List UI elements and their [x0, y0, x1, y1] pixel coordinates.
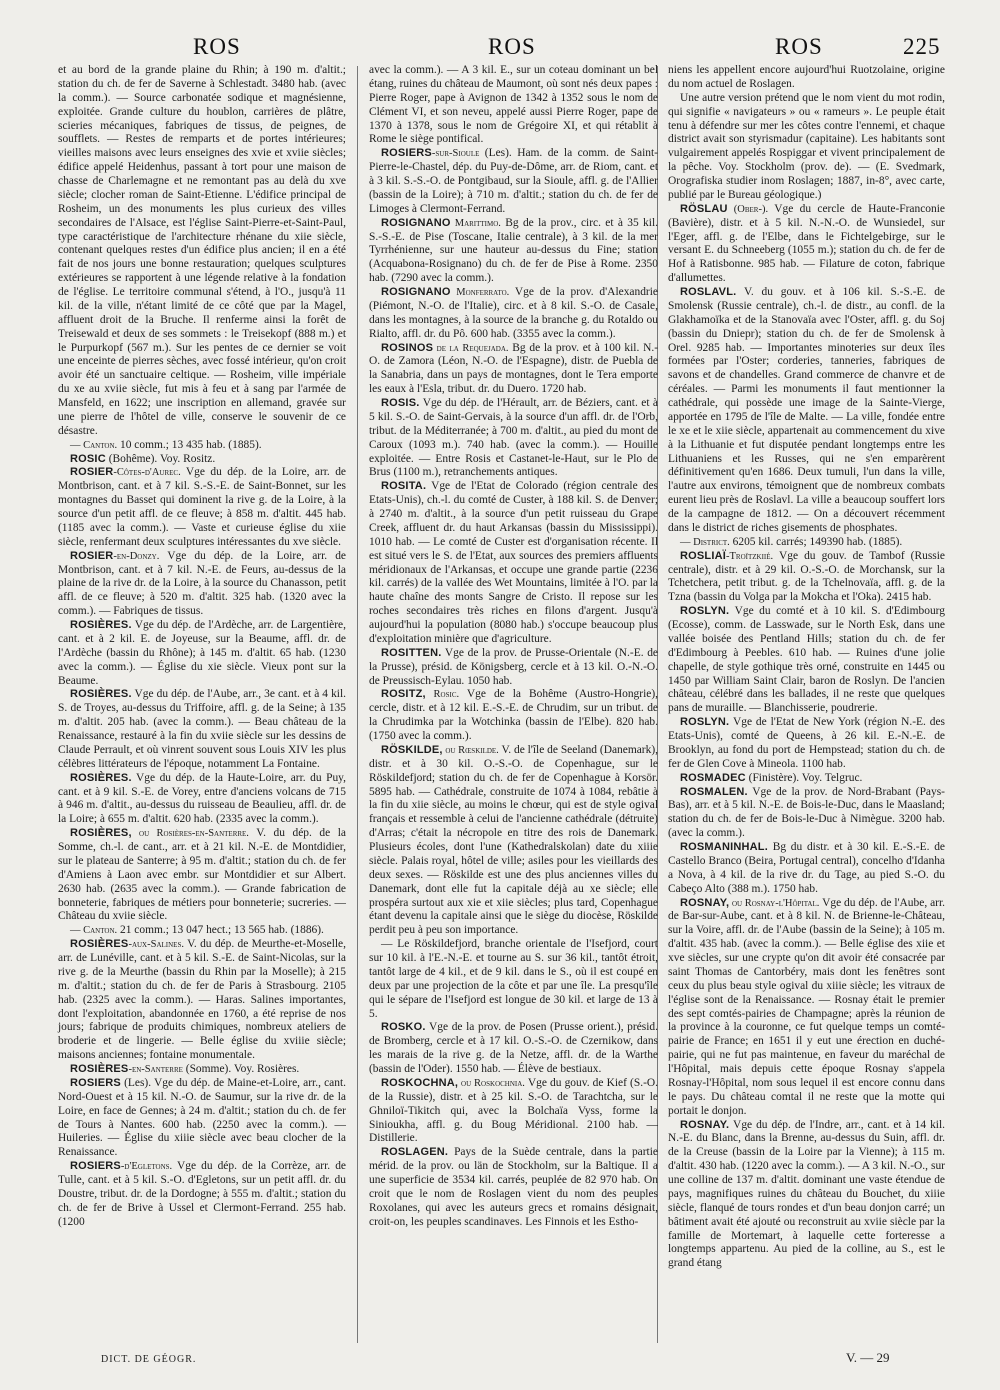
dictionary-entry	[58, 619, 346, 688]
entry-qualifier: — Canton.	[70, 925, 118, 937]
dictionary-entry	[369, 1146, 658, 1229]
entry-qualifier: Monferrato.	[450, 287, 510, 298]
entry-text: Vge du dép. de l'Aube, arr., 3e cant. et à 4 kil. S. de Troyes, au-dessus du Triffoire, affl. g. de la Seine; à 135 m. d'altit. 205 hab. (avec la comm.). — Beau château de la Renaissance, restauré à la fin du xviie siècle sur les dessins de Claude Perrault, et où vinrent souvent sous Louis XIV les plus célèbres littérateurs de l'époque, notamment La Fontaine.	[58, 688, 346, 770]
entry-headword: ROSITTEN.	[381, 646, 442, 659]
page-number: 225	[903, 34, 941, 59]
dictionary-entry	[58, 772, 346, 828]
footer-signature: DICT. DE GÉOGR.	[101, 1354, 197, 1365]
entry-headword: ROSITA.	[381, 480, 427, 493]
text-column-2	[369, 64, 658, 1230]
dictionary-entry	[58, 550, 346, 619]
entry-qualifier: de la Requejada.	[433, 342, 509, 354]
entry-text: Vge du dép. de la Haute-Loire, arr. du Puy, cant. et à 9 kil. S.-E. de Vorey, entre d'anciens volcans de 715 à 946 m. d'altit., au-dessus du ruisseau de Beaulieu, affl. dr. de la Loire; à 655 m. d'altit. 620 hab. (2335 avec la comm.).	[58, 771, 346, 826]
entry-headword: ROSNAY,	[680, 896, 730, 909]
entry-headword: ROSMANINHAL.	[680, 841, 768, 853]
entry-qualifier: — Canton.	[70, 439, 118, 451]
entry-text: V. du dép. de Meurthe-et-Moselle, arr. de Lunéville, cant. et à 5 kil. S.-E. de Saint-Nicolas, sur la rive g. de la Meurthe (bassin du Rhin par la Moselle); à 215 m. d'altit.; station du ch. de fer de Paris à Strasbourg. 2105 hab. (2325 avec la comm.). — Haras. Salines importantes, dont l'exploitation, abandonnée en 1760, a été reprise de nos jours; fabrique de produits chimiques, nombreux ateliers de broderie et de lingerie. — Belle église du xviiie siècle; maisons anciennes; fontaine monumentale.	[58, 938, 346, 1062]
dictionary-entry	[369, 397, 658, 480]
dictionary-entry	[369, 1021, 658, 1077]
footer-folio: V. — 29	[846, 1350, 890, 1365]
entry-headword: ROSIGNANO	[381, 286, 451, 298]
entry-text: Vge du cercle de Haute-Franconie (Bavière), distr. et à 5 kil. N.-N.-O. de Wunsiedel, sur l'Eger, affl. g. de l'Elbe, dans le Fichtelgebirge, sur le versant E. du Schneeberg (1055 m.); station du ch. de fer de Hof à Ratisbonne. 985 hab. — Filature de coton, fabrique d'allumettes.	[668, 202, 945, 285]
entry-headword: RÖSLAU	[680, 202, 728, 215]
entry-qualifier: -Troïtzkiié.	[726, 550, 774, 562]
entry-text: et au bord de la grande plaine du Rhin; à 190 m. d'altit.; station du ch. de fer de Saverne à Schlestadt. 3480 hab. (avec la comm.). — Source carbonatée sodique et magnésienne, exploitée. Grande culture du houblon, carrières de plâtre, scieries mécaniques, fabriques de tissus, de peignes, de soufflets. — Restes de remparts et de portes intérieures; vieilles maisons avec leurs enseignes des xvie et xviie siècles; édifice appelé Heidenhus, passant à tort pour une maison de chasse de Charlemagne et ne remontant pas au delà du xve siècle; clocher roman de Saint-Etienne. L'édifice principal de Rosheim, un des monuments les plus curieux des villes secondaires de l'Alsace, est l'église Saint-Pierre-et-Saint-Paul, type caractéristique de l'architecture rhénane du xiie siècle, contenant quelques restes d'un édifice plus ancien; il en a été fait de nos jours une bonne restauration; quelques sculptures extérieures se rapportent à une légende relative à la fondation de l'église. Le territoire communal s'étend, à l'O., jusqu'à 11 kil. de la ville, n'étant limité de ce côté que par la Magel, affluent droit de la Bruche. Il renferme ainsi la forêt de Treisewald et deux de ses sommets : le Treisekopf (888 m.) et le Purpurkopf (567 m.). Sur les pentes de ce dernier se voit une enceinte de pierres sèches, avec fossé intérieur, qu'on croit avoir été un sanctuaire celtique. — Rosheim, ville impériale du xe au xviie siècle, fut mis à feu et à sang par l'armée de Mansfeld, en 1622; une inscription en allemand, gravée sur une pierre de l'hôtel de ville, conserve le souvenir de ce désastre.	[58, 64, 346, 437]
dictionary-entry	[369, 480, 658, 647]
dictionary-entry	[668, 286, 945, 536]
entry-headword: ROSIER	[70, 466, 114, 479]
entry-headword: ROSLYN.	[680, 716, 730, 729]
entry-text: avec la comm.). — A 3 kil. E., sur un coteau dominant un bel étang, ruines du château de Maumont, où sont nés deux papes : Pierre Roger, pape à Avignon de 1342 à 1352 sous le nom de Clément VI, et son neveu, appelé aussi Pierre Roger, pape de 1370 à 1378, sous le nom de Grégoire XI, et qui rétablit à Rome le siège pontifical.	[369, 64, 658, 146]
entry-headword: ROSKOCHNA,	[381, 1076, 459, 1089]
entry-text: — Le Röskildefjord, branche orientale de l'Isefjord, court sur 10 kil. à l'E.-N.-E. et tourne au S. sur 36 kil., tantôt étroit, tantôt large de 4 kil., et de 9 kil. dans le S., où il est coupé en deux par une projection de la côte et par une île. La presqu'île qui le sépare de l'Isefjord est longue de 30 kil. et large de 13 à 5.	[369, 938, 658, 1020]
dictionary-entry	[668, 1119, 945, 1272]
entry-qualifier: ou Roskochnia.	[458, 1077, 525, 1089]
entry-qualifier: ou Rœskilde.	[442, 744, 499, 756]
entry-text: (Bohême). Voy. Rositz.	[105, 452, 216, 465]
entry-qualifier: Rosic.	[425, 689, 460, 701]
dictionary-entry	[58, 1160, 346, 1229]
dictionary-entry	[668, 786, 945, 842]
dictionary-entry	[668, 536, 945, 550]
running-head-left: ROS	[193, 34, 241, 59]
running-head-center: ROS	[488, 34, 536, 59]
dictionary-entry	[58, 439, 346, 453]
entry-headword: RÖSKILDE,	[381, 743, 443, 756]
entry-text: Vge de la Bohême (Austro-Hongrie), cercle, distr. et à 12 kil. E.-S.-E. de Chrudim, sur un tribut. de la Chrudimka par la Wotchinka (bassin de l'Elbe). 820 hab. (1750 avec la comm.).	[369, 688, 659, 742]
dictionary-entry	[369, 647, 658, 689]
entry-qualifier: -aux-Salines.	[128, 939, 184, 951]
entry-text: 10 comm.; 13 435 hab. (1885).	[117, 438, 262, 451]
dictionary-entry	[369, 342, 658, 398]
entry-text: Vge de la prov. d'Alexandrie (Piémont, N.-O. de l'Italie), circ. et à 8 kil. S.-O. de Casale, dans les montagnes, à la source de la branche g. du Rotaldo ou Rialto, affl. dr. du Pô. 600 hab. (3355 avec la comm.).	[369, 286, 658, 340]
entry-headword: ROSIERS	[70, 1160, 121, 1173]
entry-text: Pays de la Suède centrale, dans la partie mérid. de la prov. ou län de Stockholm, sur la Baltique. Il a une superficie de 3534 kil. carrés, peuplée de 82 970 hab. On croit que le nom de Roslagen vient du nom des peuples Roxolanes, qui avec les auteurs grecs et romains désignait, croit-on, les peuples scandinaves. Les Finnois et les Estho-	[369, 1146, 658, 1228]
dictionary-entry	[58, 688, 346, 771]
entry-headword: ROSIGNANO	[381, 216, 451, 229]
entry-text: Vge de l'Etat de Colorado (région centrale des Etats-Unis), ch.-l. du comté de Custer, à 188 kil. S. de Denver; à 2740 m. d'altit., à la source d'un petit ruisseau du Grape Creek, affluent dr. du haut Arkansas (bassin du Mississippi). 1010 hab. — Le comté de Custer est d'organisation récente. Il est situé vers le S. de l'Etat, aux sources des premiers affluents méridionaux de l'Arkansas, et occupe une grande partie (2236 kil. carrés) de la vallée des Wet Mountains, limitée à l'O. par la haute chaîne des monts Sangre de Cristo. Il repose sur les roches secondaires très riches en filons d'argent. Jusqu'à aujourd'hui la population (8080 hab.) s'occupe beaucoup plus d'exploitation minière que d'agriculture.	[369, 480, 658, 645]
text-column-3	[668, 64, 945, 1271]
entry-text: Vge du dép. de la Corrèze, arr. de Tulle, cant. et à 5 kil. S.-O. d'Egletons, sur un petit affl. dr. du Doustre, tribut. dr. de la Dordogne; à 555 m. d'altit.; station du ch. de fer de Brive à Ussel et Clermont-Ferrand. 255 hab. (1200	[58, 1160, 346, 1228]
entry-headword: ROSIÈRES.	[70, 619, 132, 631]
entry-qualifier: Marittimo.	[450, 217, 501, 229]
entry-headword: ROSKO.	[381, 1021, 426, 1034]
dictionary-entry	[668, 841, 945, 897]
entry-headword: ROSIÈRES,	[70, 827, 132, 840]
entry-text: Bg de la prov., circ. et à 35 kil. S.-S.-E. de Pise (Toscane, Italie centrale), à 3 kil. de la mer Tyrrhénienne, sur une hauteur au-dessus du Fine; station (Acquabona-Rosignano) du ch. de fer de Pise à Rome. 2350 hab. (7290 avec la comm.).	[369, 216, 658, 285]
entry-text: Vge de la prov. de Nord-Brabant (Pays-Bas), arr. et à 5 kil. N.-E. de Bois-le-Duc, dans le Maasland; station du ch. de fer de Bois-le-Duc à Nimègue. 3200 hab. (avec la comm.).	[668, 785, 945, 840]
entry-qualifier: ou Rosières-en-Santerre.	[131, 828, 249, 840]
entry-text: Vge du dép. de l'Hérault, arr. de Béziers, cant. et à 5 kil. S.-O. de Saint-Gervais, à la source d'un affl. dr. de l'Orb, tribut. de la Méditerranée; à 700 m. d'altit., au pied du mont de Caroux (1093 m.). 740 hab. (avec la comm.). — Houille exploitée. — Entre Rosis et Castanet-le-Haut, sur le Plo de Brus (1100 m.), retranchements antiques.	[369, 397, 658, 479]
dictionary-entry	[369, 688, 658, 744]
entry-text: V. de l'île de Seeland (Danemark), distr. et à 30 kil. O.-S.-O. de Copenhague, sur le Röskildefjord; station du ch. de fer de Copenhague à Korsör. 5895 hab. — Cathédrale, construite de 1074 à 1084, rebâtie à la fin du xiie siècle, au moins le chœur, qui est de style ogival français et ressemble à celui de l'ancienne cathédrale (détruite) d'Arras; c'était la nécropole en titre des rois de Danemark. Plusieurs écoles, dont l'une (Kathedralskolan) date du xiiie siècle. Palais royal, hôtel de ville; asiles pour les vieillards des deux sexes. — Röskilde est une des plus anciennes villes du Danemark, dont elle fut la capitale déjà au xe siècle; elle prospéra surtout aux xie et xiie siècles; plus tard, Copenhague étant devenu la capitale ainsi que le siège du diocèse, Röskilde perdit peu à peu son importance.	[369, 743, 658, 937]
entry-text: Vge du gouv. de Kief (S.-O. de la Russie), distr. et à 25 kil. S.-O. de Tarachtcha, sur le Ghniloï-Tikitch qui, avec la Bolchaïa Vyss, forme la Sinioukha, affl. g. du Boug Méridional. 2100 hab. — Distillerie.	[369, 1076, 659, 1145]
entry-headword: ROSIÈRES.	[70, 771, 132, 784]
dictionary-entry	[369, 744, 658, 938]
entry-text: (Les). Ham. de la comm. de Saint-Pierre-le-Chastel, dép. du Puy-de-Dôme, arr. de Riom, cant. et à 3 kil. S.-S.-O. de Pontgibaud, sur la Sioule, affl. g. de l'Allier (bassin de la Loire); à 710 m. d'altit.; station du ch. de fer de Limoges à Clermont-Ferrand.	[369, 147, 658, 215]
text-column-1	[58, 64, 346, 1230]
dictionary-entry	[58, 827, 346, 924]
entry-qualifier: -en-Santerre	[128, 1064, 183, 1075]
entry-text: V. du gouv. et à 106 kil. S.-S.-E. de Smolensk (Russie centrale), ch.-l. de distr., au confl. de la Glakhamoïka et de la Stanovaïa avec l'Oster, affl. g. du Soj (bassin du Dniepr); station du ch. de fer de Smolensk à Orel. 9285 hab. — Importantes minoteries sur deux îles formées par l'Oster; corderies, tanneries, fabriques de savons et de chandelles. Grand commerce de chanvre et de céréales. — Parmi les monuments il faut mentionner la cathédrale, qui possède une image de la Sainte-Vierge, apportée en 1795 de l'île de Malte. — La ville, fondée entre le xe et le xiie siècle, appartenait au commencement du xive à la Lithuanie et fut disputée pendant longtemps entre les Lithuaniens et les Russes, qui ne s'en emparèrent définitivement qu'en 1686. Deux tumuli, l'un dans la ville, l'autre aux environs, témoignent que de nombreux combats eurent lieu près de Roslavl. La ville a beaucoup souffert lors de la campagne de 1812. — On a découvert récemment dans le district de riches gisements de phosphates.	[668, 286, 945, 534]
entry-headword: ROSIER	[70, 549, 114, 562]
dictionary-entry	[369, 217, 658, 286]
entry-text: niens les appellent encore aujourd'hui Ruotzolaine, origine du nom actuel de Roslagen.	[668, 64, 945, 90]
dictionary-entry	[668, 897, 945, 1119]
dictionary-entry	[58, 1063, 346, 1077]
entry-qualifier: -en-Donzy.	[113, 550, 160, 562]
entry-text: 6205 kil. carrés; 149390 hab. (1885).	[729, 535, 903, 548]
entry-text: Vge du dép. de l'Ardèche, arr. de Largentière, cant. et à 2 kil. E. de Joyeuse, sur la Beaume, affl. dr. de l'Ardèche (bassin du Rhône); à 145 m. d'altit. 65 hab. (1230 avec la comm.). — Église du xie siècle. Vieux pont sur la Beaume.	[58, 619, 346, 687]
entry-text: (Finistère). Voy. Telgruc.	[745, 771, 863, 784]
entry-text: (Somme). Voy. Rosières.	[182, 1063, 300, 1075]
entry-text: Vge du dép. de la Loire, arr. de Montbrison, cant. et à 7 kil. S.-S.-E. de Saint-Bonnet, sur les montagnes du Basset qui dominent la rive g. de la Loire, à la source d'un petit affl. de ce fleuve; à 858 m. d'altit. 445 hab. (1185 avec la comm.). — Vaste et curieuse église du xiie siècle, renfermant deux sculptures intéressantes du xve siècle.	[58, 466, 346, 548]
running-head-right: ROS	[775, 34, 823, 59]
entry-text: Vge du dép. de la Loire, arr. de Montbrison, cant. et à 7 kil. N.-E. de Feurs, au-dessus de la plaine de la rive dr. de la Loire, à la source du Chanasson, petit affl. de ce fleuve; à 520 m. d'altit. 325 hab. (1320 avec la comm.). — Fabriques de tissus.	[58, 549, 346, 618]
dictionary-entry	[668, 203, 945, 286]
entry-text: Vge de la prov. de Prusse-Orientale (N.-E. de la Prusse), présid. de Königsberg, cercle et à 13 kil. O.-N.-O. de Preussisch-Eylau. 1050 hab.	[369, 646, 658, 687]
entry-text: Bg du distr. et à 30 kil. E.-S.-E. de Castello Branco (Beira, Portugal central), concelho d'Idanha a Nova, à 4 kil. de la rive dr. du Tage, au pied S.-O. du Cabeço Alto (388 m.). 1750 hab.	[668, 841, 945, 895]
entry-headword: ROSIÈRES	[70, 938, 129, 951]
entry-qualifier: -Côtes-d'Aurec.	[113, 467, 181, 479]
entry-qualifier: — District.	[680, 536, 730, 548]
entry-headword: ROSNAY.	[680, 1118, 730, 1131]
dictionary-entry	[58, 1077, 346, 1160]
entry-headword: ROSIÈRES.	[70, 688, 132, 701]
entry-qualifier: -d'Egletons.	[120, 1161, 173, 1173]
paragraph	[668, 92, 945, 203]
dictionary-entry	[369, 147, 658, 216]
entry-headword: ROSIERS	[70, 1076, 121, 1089]
entry-headword: ROSIC	[70, 452, 106, 465]
entry-headword: ROSINOS	[381, 341, 434, 354]
entry-headword: ROSMADEC	[680, 771, 746, 784]
entry-headword: ROSLAVL.	[680, 286, 737, 298]
dictionary-entry	[369, 286, 658, 342]
paragraph	[58, 64, 346, 439]
entry-qualifier: ou Rosnay-l'Hôpital.	[729, 897, 820, 909]
entry-headword: ROSMALEN.	[680, 785, 748, 798]
dictionary-entry	[668, 772, 945, 786]
paragraph	[369, 938, 658, 1021]
dictionary-entry	[369, 1077, 658, 1146]
entry-text: V. du dép. de la Somme, ch.-l. de cant., arr. et à 21 kil. N.-E. de Montdidier, sur le plateau de Santerre; à 95 m. d'altit.; station du ch. de fer d'Amiens à Laon avec embr. sur Montdidier et sur Albert. 2630 hab. (2635 avec la comm.). — Grande fabrication de bonneterie, fabriques de métiers pour bonneterie; sucreries. — Château du xviie siècle.	[58, 827, 347, 923]
entry-qualifier: -sur-Sioule	[431, 148, 480, 160]
entry-headword: ROSLAGEN.	[381, 1146, 449, 1159]
entry-text: Vge de l'Etat de New York (région N.-E. des Etats-Unis), comté de Queens, à 26 kil. E.-N.-E. de Brooklyn, au fond du port de Hempstead; station du ch. de fer de Glen Cove à Mineola. 1100 hab.	[668, 716, 945, 770]
column-rule-1	[357, 66, 358, 1343]
dictionary-entry	[58, 466, 346, 549]
dictionary-entry	[58, 924, 346, 938]
dictionary-entry	[668, 605, 945, 716]
entry-text: Bg de la prov. et à 100 kil. N.-O. de Zamora (Léon, N.-O. de l'Espagne), distr. de Puebla de la Sanabria, dans un pays de montagnes, dont le Tera emporte les eaux à l'Esla, tribut. dr. du Duero. 1720 hab.	[369, 341, 659, 396]
page-header	[0, 0, 1000, 60]
entry-headword: ROSLIAÏ	[680, 549, 727, 562]
dictionary-entry	[668, 550, 945, 606]
entry-headword: ROSITZ,	[381, 688, 426, 701]
entry-text: Vge de la prov. de Posen (Prusse orient.), présid. de Bromberg, cercle et à 17 kil. O.-S.-O. de Czernikow, dans les marais de la rive g. de la Netze, affl. dr. de la Warthe (bassin de l'Oder). 1550 hab. — Élève de bestiaux.	[369, 1021, 658, 1075]
entry-headword: ROSIERS	[381, 147, 432, 160]
paragraph	[668, 64, 945, 92]
entry-text: 21 comm.; 13 047 hect.; 13 565 hab. (1886).	[117, 924, 324, 937]
entry-text: Une autre version prétend que le nom vient du mot rodin, qui signifie « navigateurs » ou « rameurs ». Le peuple était tenu à défendre sur mer les côtes contre l'ennemi, et chaque district avait son styrismadur (capitaine). Les habitants sont vulgairement appelés Rospiggar et vivent principalement de la pêche. Voy. Stockholm (prov. de). — (E. Svedmark, Orografiska studier inom Roslagen; 1887, in-8°, avec carte, publié par le Bureau géologique.)	[668, 91, 945, 201]
entry-text: Vge du dép. de l'Indre, arr., cant. et à 14 kil. N.-E. du Blanc, dans la Brenne, au-dessus du Suin, affl. dr. de la Creuse (bassin de la Loire par la Vienne); à 115 m. d'altit. 430 hab. (1220 avec la comm.). — A 3 kil. N.-O., sur une colline de 137 m. d'altit. dominant une vaste étendue de pays, magnifiques ruines du château du Bouchet, du xiiie siècle, flanqué de tours rondes et d'un beau donjon carré; un bâtiment avait été ajouté ou reconstruit au xviie siècle par la famille de Mortemart, à laquelle cette forteresse a longtemps appartenu. Au pied de la colline, au S., est le grand étang	[668, 1118, 945, 1270]
paragraph	[369, 64, 658, 147]
entry-text: Vge du comté et à 10 kil. S. d'Edimbourg (Ecosse), comm. de Lasswade, sur le North Esk, dans une vallée boisée des Pentland Hills; station du ch. de fer d'Edimbourg à Peebles. 610 hab. — Ruines d'une jolie chapelle, de style gothique très orné, construite en 1445 ou 1450 par William Saint Clair, baron de Roslyn. De l'ancien château, célébré dans les ballades, il ne reste que quelques pans de muraille. — Blanchisserie, poudrerie.	[668, 605, 945, 715]
dictionary-entry	[58, 453, 346, 467]
entry-qualifier: (Ober-).	[727, 203, 769, 215]
entry-headword: ROSIÈRES	[70, 1063, 129, 1075]
dictionary-entry	[668, 716, 945, 772]
entry-headword: ROSIS.	[381, 397, 420, 409]
entry-text: Vge du dép. de l'Aube, arr. de Bar-sur-Aube, cant. et à 8 kil. N. de Brienne-le-Château, sur la Voire, affl. dr. de l'Aube (bassin de la Seine); à 105 m. d'altit. 435 hab. (avec la comm.). — Belle église des xiie et xve siècles, sur une crypte qu'on dit avoir été consacrée par saint Thomas de Cantorbéry, mais dont les fenêtres sont ceux du plus beau style ogival du xiiie siècle; les vitraux de l'église sont de la Renaissance. — Rosnay était le premier des sept comtés-pairies de Champagne; après la réunion de la province à la couronne, ce fut quelque temps un comté-pairie de France; en 1651 il y eut une érection en duché-pairie, qui ne fut pas maintenue, en faveur du maréchal de l'Hôpital, mais depuis cette époque Rosnay s'appela Rosnay-l'Hôpital, nom sous lequel il est encore connu dans le pays. Du château comtal il ne reste que la motte qui portait le donjon.	[668, 896, 945, 1117]
entry-text: (Les). Vge du dép. de Maine-et-Loire, arr., cant. Nord-Ouest et à 15 kil. N.-O. de Saumur, sur la rive dr. de la Loire, en face de Gennes; à 24 m. d'altit.; station du ch. de fer de Tours à Nantes. 600 hab. (2250 avec la comm.). — Huileries. — Église du xiiie siècle avec beau clocher de la Renaissance.	[58, 1076, 346, 1159]
entry-text: Vge du gouv. de Tambof (Russie centrale), distr. et à 29 kil. O.-S.-O. de Morchansk, sur la Tchetchera, petit tribut. g. de la Tchelnovaïa, affl. g. de la Tzna (bassin du Volga par la Mokcha et l'Oka). 2415 hab.	[668, 549, 945, 604]
entry-headword: ROSLYN.	[680, 605, 730, 618]
dictionary-entry	[58, 938, 346, 1063]
